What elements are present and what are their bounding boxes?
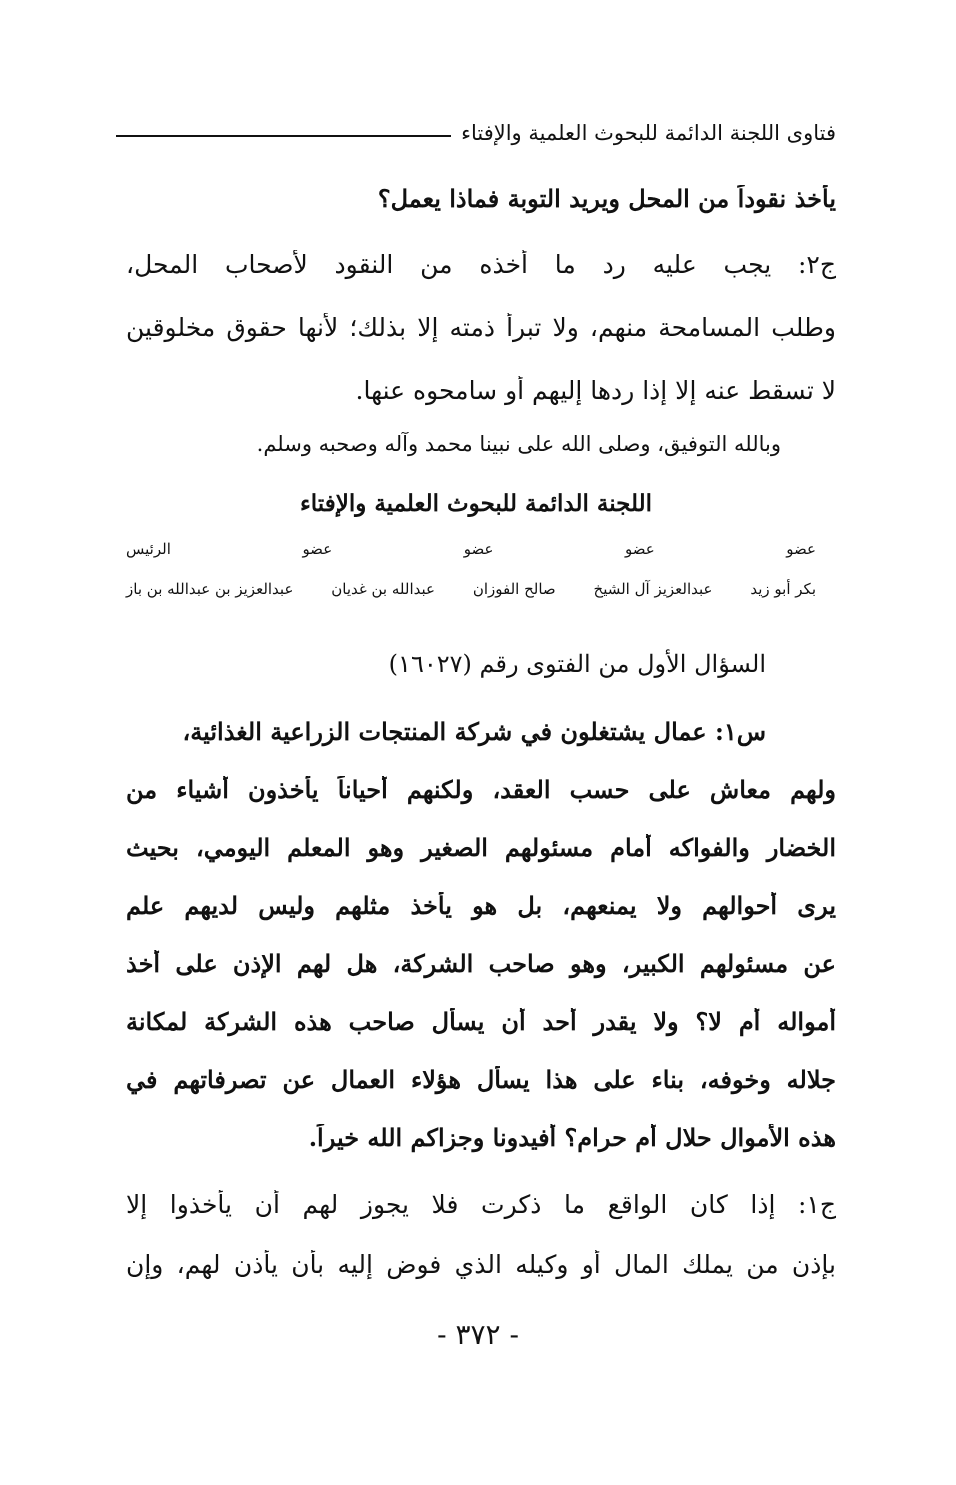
signatory-name: بكر أبو زيد [750, 580, 816, 598]
signatory-roles [126, 540, 816, 558]
answer2-line-2: وطلب المسامحة منهم، ولا تبرأ ذمته إلا بذلك؛ لأنها حقوق مخلوقين [126, 313, 836, 342]
fatwa-heading: السؤال الأول من الفتوى رقم (١٦٠٢٧) [388, 650, 766, 678]
signatory-role: عضو [463, 540, 494, 558]
question1-line-5: عن مسئولهم الكبير، وهو صاحب الشركة، هل لهم الإذن على أخذ [126, 950, 836, 978]
signatory-role: عضو [625, 540, 655, 558]
answer1-line-2: بإذن من يملك المال أو وكيله الذي فوض إليه بأن يأذن لهم، وإن [126, 1250, 836, 1279]
signatory-role: عضو [786, 540, 816, 558]
question1-line-6: أمواله أم لا؟ ولا يقدر أحد أن يسأل صاحب هذه الشركة لمكانة [126, 1008, 836, 1036]
closing-line: وبالله التوفيق، وصلى الله على نبينا محمد وآله وصحبه وسلم. [256, 432, 781, 456]
signatory-name: عبدالعزيز آل الشيخ [593, 580, 713, 598]
answer2-line-1: ج٢: يجب عليه رد ما أخذه من النقود لأصحاب المحل، [126, 250, 836, 279]
page-number: - ٣٧٢ - [437, 1318, 519, 1351]
question1-line-4: يرى أحوالهم ولا يمنعهم، بل هو يأخذ مثلهم وليس لديهم علم [126, 892, 836, 920]
question1-line-2: ولهم معاش على حسب العقد، ولكنهم أحياناً يأخذون أشياء من [126, 776, 836, 804]
answer2-line-3: لا تسقط عنه إلا إذا ردها إليهم أو سامحوه عنها. [355, 376, 836, 405]
signatory-role: عضو [302, 540, 333, 558]
header-title: فتاوى اللجنة الدائمة للبحوث العلمية والإفتاء [461, 121, 836, 145]
question1-line-3: الخضار والفواكه أمام مسئولهم الصغير وهو المعلم اليومي، بحيث [126, 834, 836, 862]
signatory-name: عبدالعزيز بن عبدالله بن باز [126, 580, 294, 598]
question1-line-1: س١: عمال يشتغلون في شركة المنتجات الزراعية الغذائية، [182, 718, 766, 746]
signatory-role: الرئيس [126, 540, 171, 558]
question1-line-8: هذه الأموال حلال أم حرام؟ أفيدونا وجزاكم الله خيراً. [308, 1124, 836, 1152]
header-rule [116, 135, 451, 137]
question1-line-7: جلاله وخوفه، بناء على هذا يسأل هؤلاء العمال عن تصرفاتهم في [126, 1066, 836, 1094]
answer1-line-1: ج١: إذا كان الواقع ما ذكرت فلا يجوز لهم أن يأخذوا إلا [126, 1190, 836, 1219]
signatory-names [126, 580, 816, 598]
signatory-name: عبدالله بن غديان [331, 580, 435, 598]
question2-end: يأخذ نقوداً من المحل ويريد التوبة فماذا يعمل؟ [377, 185, 836, 213]
committee-title: اللجنة الدائمة للبحوث العلمية والإفتاء [299, 490, 653, 517]
running-header [116, 118, 836, 148]
signatory-name: صالح الفوزان [472, 580, 556, 598]
